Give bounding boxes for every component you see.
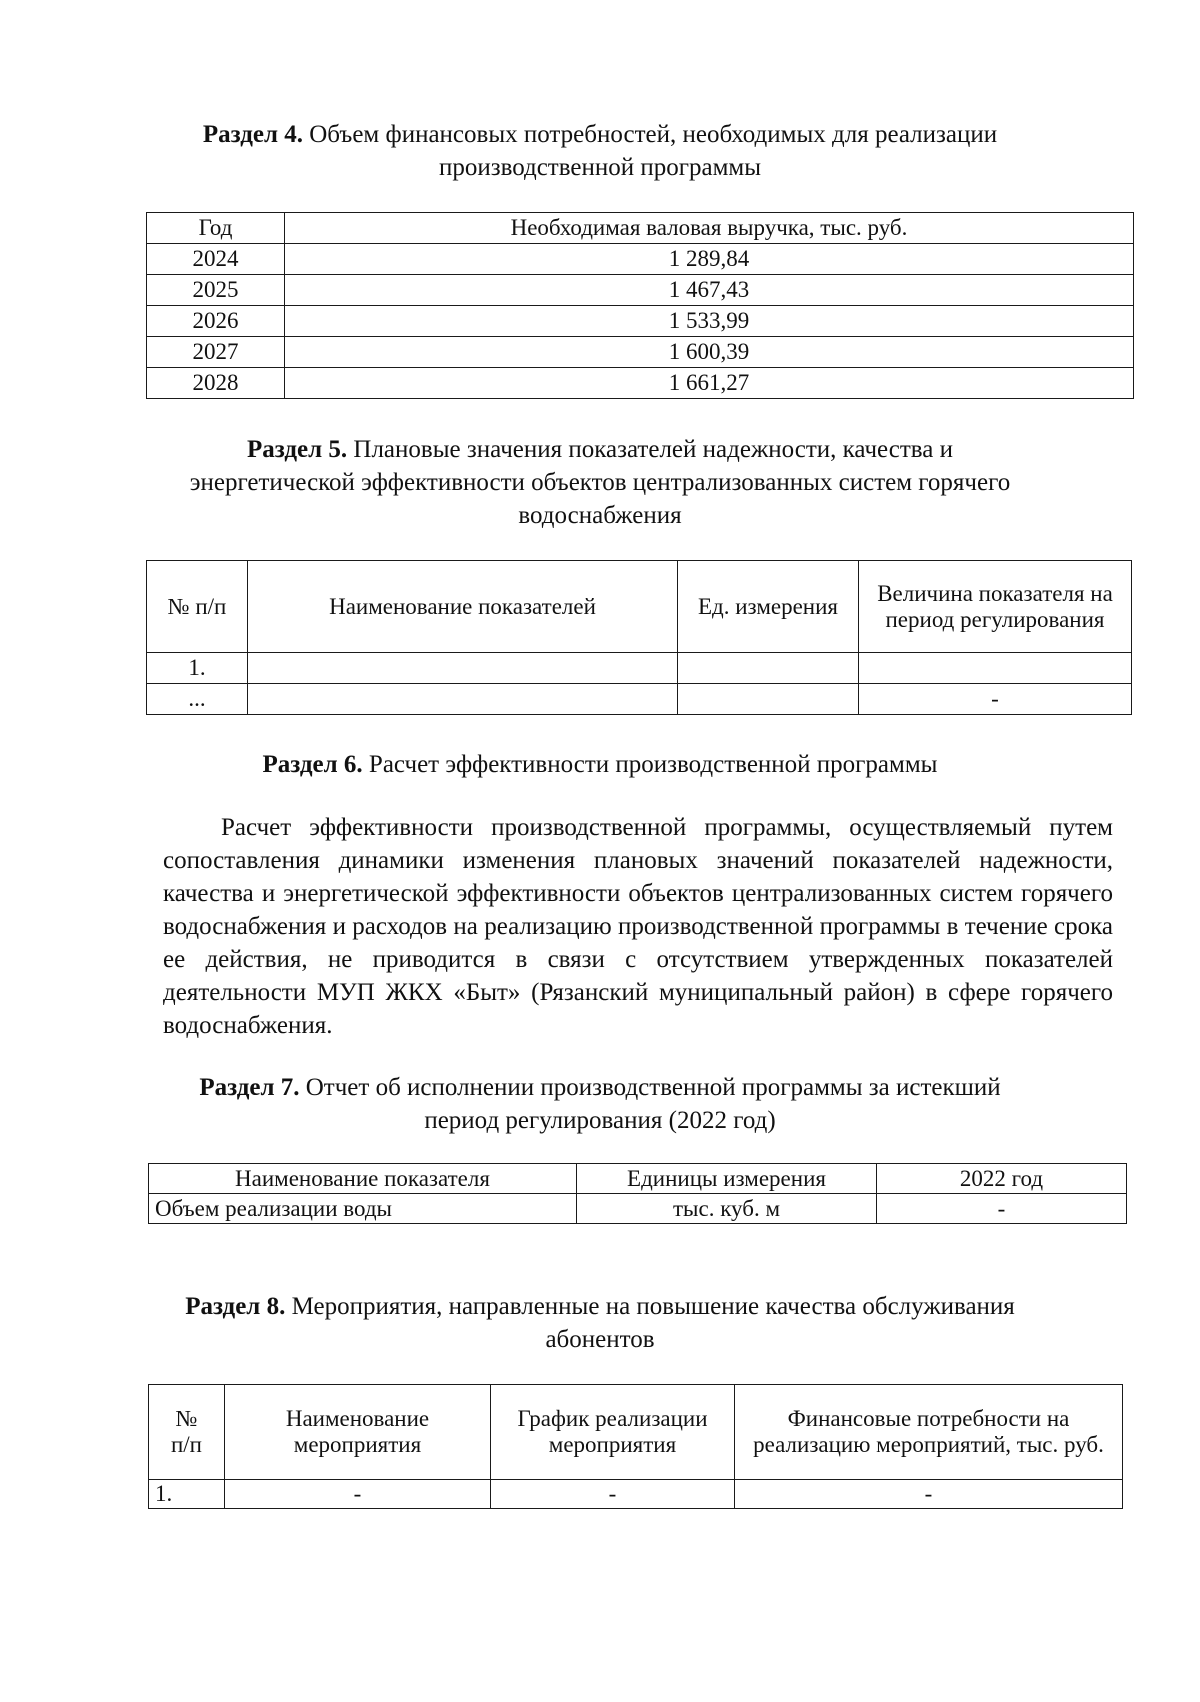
cell-event-name: -	[225, 1480, 491, 1509]
table-row	[147, 275, 1134, 306]
cell-year: 2026	[147, 306, 285, 337]
table-row	[149, 1480, 1123, 1509]
header-financial-needs: Финансовые потребности на реализацию мероприятий, тыс. руб.	[735, 1385, 1123, 1480]
table-row	[147, 244, 1134, 275]
cell-revenue: 1 661,27	[285, 368, 1134, 399]
header-indicator-value: Величина показателя на период регулирования	[859, 561, 1132, 653]
section6-heading	[150, 748, 1050, 781]
table-header-row	[147, 561, 1132, 653]
cell-year: 2027	[147, 337, 285, 368]
cell-number: 1.	[149, 1480, 225, 1509]
section7-table	[148, 1163, 1127, 1224]
section8-title-line2: абонентов	[545, 1326, 655, 1353]
table-row	[147, 684, 1132, 715]
cell-year: 2025	[147, 275, 285, 306]
cell-units: тыс. куб. м	[577, 1194, 877, 1224]
cell-unit	[678, 653, 859, 684]
section8-title-line1: Мероприятия, направленные на повышение качества обслуживания	[291, 1293, 1015, 1320]
header-year: Год	[147, 213, 285, 244]
section5-heading	[140, 433, 1060, 532]
table-header-row	[147, 213, 1134, 244]
header-event-name-text: Наименование мероприятия	[285, 1406, 430, 1457]
table-row	[147, 306, 1134, 337]
section7-heading	[150, 1071, 1050, 1137]
cell-year: 2024	[147, 244, 285, 275]
section4-label: Раздел 4.	[202, 121, 303, 148]
table-header-row	[149, 1385, 1123, 1480]
cell-number: 1.	[147, 653, 248, 684]
cell-indicator: Объем реализации воды	[149, 1194, 577, 1224]
table-header-row	[149, 1164, 1127, 1194]
section4-title-line1: Объем финансовых потребностей, необходимых для реализации	[309, 121, 998, 148]
header-schedule: График реализации мероприятия	[491, 1385, 735, 1480]
cell-revenue: 1 289,84	[285, 244, 1134, 275]
table-row	[147, 653, 1132, 684]
header-year-2022: 2022 год	[877, 1164, 1127, 1194]
table-row	[147, 368, 1134, 399]
section4-table	[146, 212, 1134, 399]
section5-title-line1: Плановые значения показателей надежности, качества и	[353, 436, 953, 463]
section5-title-line2: энергетической эффективности объектов централизованных систем горячего	[189, 469, 1011, 496]
cell-year: 2028	[147, 368, 285, 399]
section4-heading	[150, 118, 1050, 184]
section5-label: Раздел 5.	[247, 436, 348, 463]
header-units: Единицы измерения	[577, 1164, 877, 1194]
section8-heading	[150, 1290, 1050, 1356]
section5-table	[146, 560, 1132, 715]
section8-label: Раздел 8.	[185, 1293, 286, 1320]
cell-indicator-value: -	[859, 684, 1132, 715]
cell-number: ...	[147, 684, 248, 715]
header-unit: Ед. измерения	[678, 561, 859, 653]
section7-title-line2: период регулирования (2022 год)	[424, 1107, 776, 1134]
cell-revenue: 1 533,99	[285, 306, 1134, 337]
section6-paragraph: Расчет эффективности производственной программы, осуществляемый путем сопоставления динамики изменения плановых значений показателей надежности, качества и энергетической эффективности объектов централизованных систем горячего водоснабжения и расходов на реализацию производственной программы в течение срока ее действия, не приводится в связи с отсутствием утвержденных показателей деятельности МУП ЖКХ «Быт» (Рязанский муниципальный район) в сфере горячего водоснабжения.	[163, 814, 1113, 1039]
cell-schedule: -	[491, 1480, 735, 1509]
cell-value: -	[877, 1194, 1127, 1224]
header-event-name	[225, 1385, 491, 1480]
section4-title-line2: производственной программы	[438, 154, 762, 181]
cell-indicator-name	[248, 684, 678, 715]
header-number: № п/п	[147, 561, 248, 653]
section6-title: Расчет эффективности производственной программы	[368, 751, 938, 778]
header-revenue: Необходимая валовая выручка, тыс. руб.	[285, 213, 1134, 244]
cell-financial-needs: -	[735, 1480, 1123, 1509]
header-number	[149, 1385, 225, 1480]
table-row	[149, 1194, 1127, 1224]
cell-revenue: 1 467,43	[285, 275, 1134, 306]
cell-indicator-value	[859, 653, 1132, 684]
cell-indicator-name	[248, 653, 678, 684]
header-indicator-name: Наименование показателей	[248, 561, 678, 653]
cell-unit	[678, 684, 859, 715]
header-indicator: Наименование показателя	[149, 1164, 577, 1194]
section8-table	[148, 1384, 1123, 1509]
header-number-text: № п/п	[170, 1406, 202, 1457]
table-row	[147, 337, 1134, 368]
section5-title-line3: водоснабжения	[518, 502, 682, 529]
section6-label: Раздел 6.	[262, 751, 363, 778]
cell-revenue: 1 600,39	[285, 337, 1134, 368]
section7-title-line1: Отчет об исполнении производственной программы за истекший	[305, 1074, 1001, 1101]
section7-label: Раздел 7.	[199, 1074, 300, 1101]
